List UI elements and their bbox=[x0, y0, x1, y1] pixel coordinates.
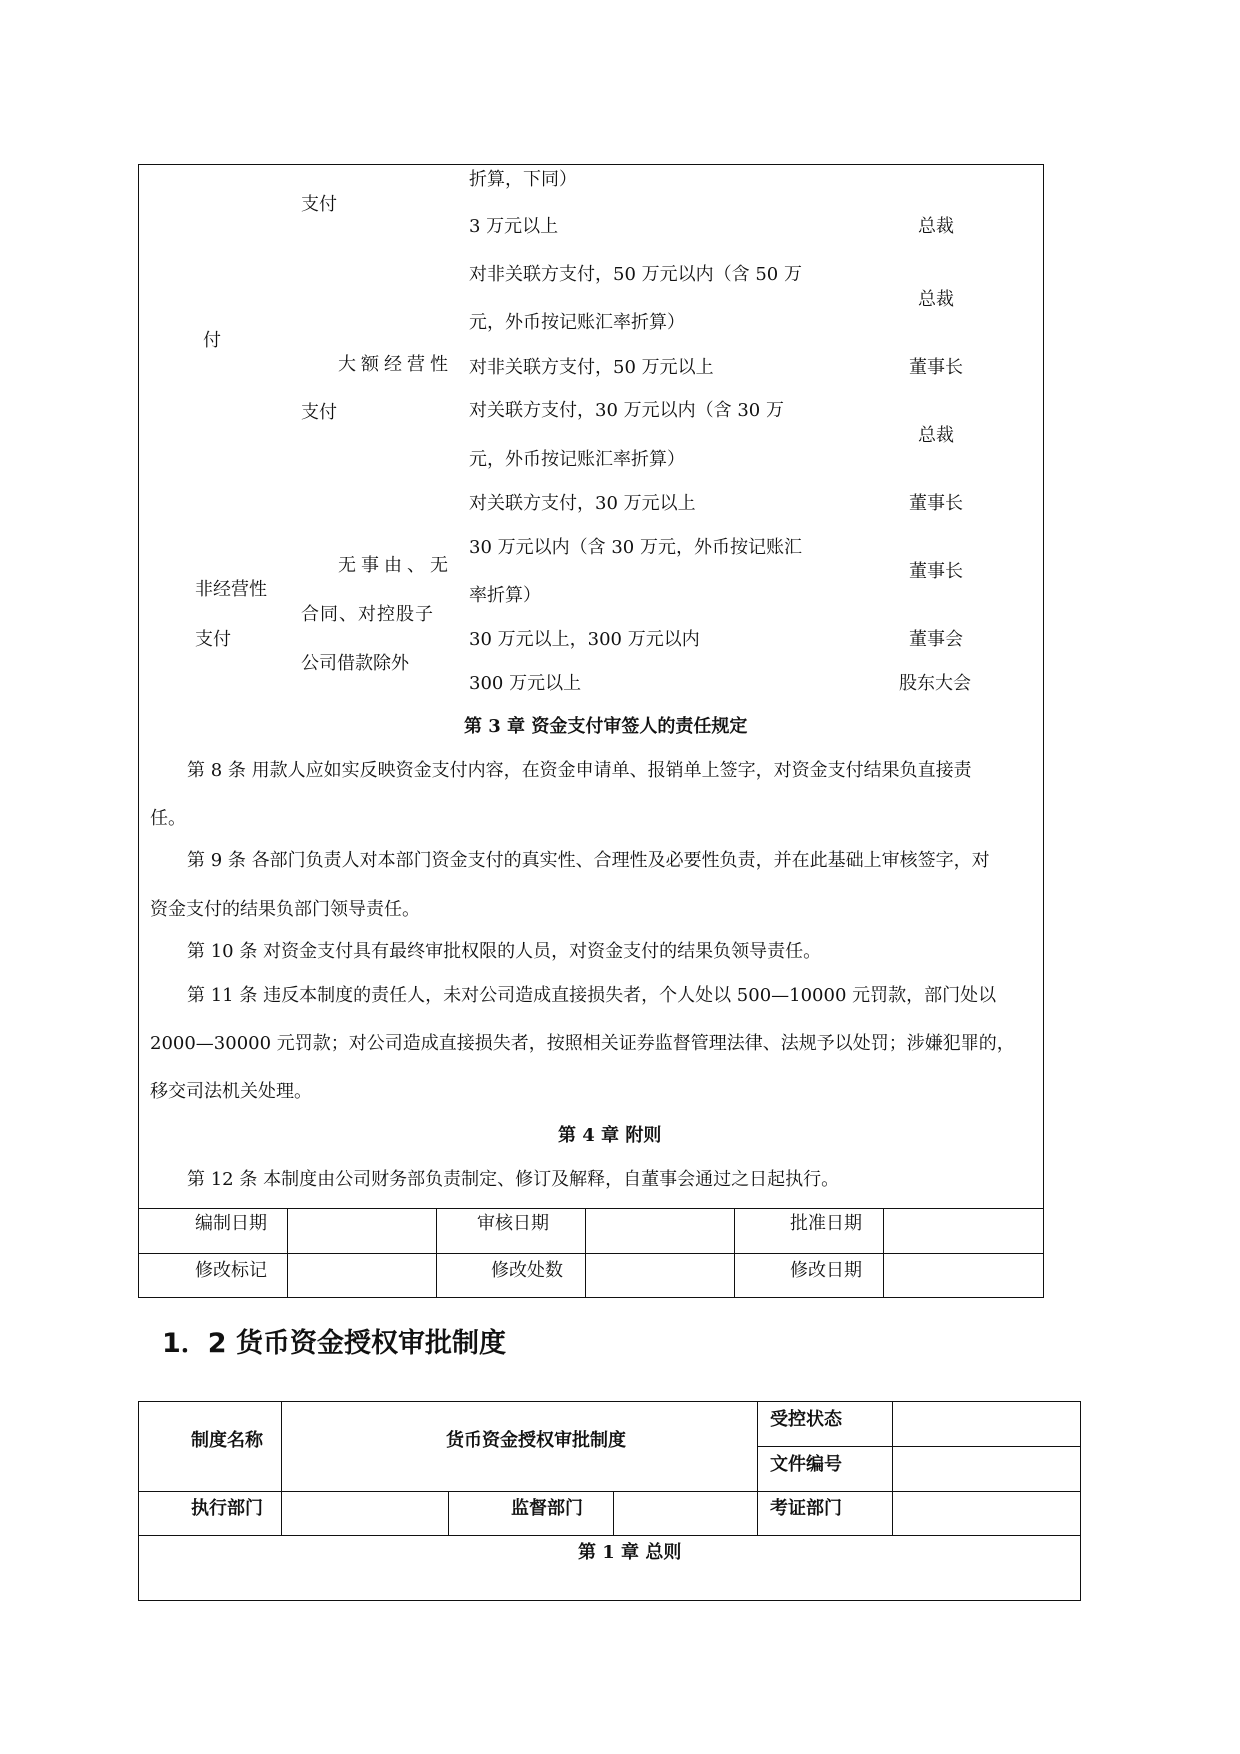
approver-row-1: 总裁 bbox=[918, 216, 954, 237]
range-row-8: 300 万元以上 bbox=[469, 673, 582, 694]
footer-table-divider-top bbox=[138, 1208, 1044, 1209]
header-table-row-line-2 bbox=[138, 1535, 1081, 1536]
art12: 第 12 条 本制度由公司财务部负责制定、修订及解释，自董事会通过之日起执行。 bbox=[187, 1169, 840, 1190]
table-border-left bbox=[138, 164, 139, 1298]
label-revision-mark: 修改标记 bbox=[195, 1260, 267, 1281]
policy-name-label: 制度名称 bbox=[191, 1430, 263, 1451]
art11-line2: 2000—30000 元罚款；对公司造成直接损失者，按照相关证券监督管理法律、法规予以处罚；涉嫌犯罪的， bbox=[150, 1033, 1015, 1054]
col2-zhifu: 支付 bbox=[301, 194, 337, 215]
art10: 第 10 条 对资金支付具有最终审批权限的人员，对资金支付的结果负领导责任。 bbox=[187, 941, 822, 962]
approver-row-5: 董事长 bbox=[909, 493, 963, 514]
table-border-top bbox=[138, 164, 1044, 165]
range-row-1: 3 万元以上 bbox=[469, 216, 559, 237]
range-row-3: 对非关联方支付，50 万元以上 bbox=[469, 357, 714, 378]
section-title: 1．2 货币资金授权审批制度 bbox=[162, 1328, 506, 1359]
footer-col-line-1 bbox=[287, 1208, 288, 1298]
col1-nonoperating-line1: 非经营性 bbox=[195, 579, 267, 600]
approver-row-3: 董事长 bbox=[909, 357, 963, 378]
art8-line2: 任。 bbox=[150, 808, 186, 829]
chapter1-heading: 第 1 章 总则 bbox=[578, 1542, 682, 1563]
table-border-right bbox=[1043, 164, 1044, 1298]
header-col-line-c bbox=[613, 1491, 614, 1536]
header-col-line-b bbox=[448, 1491, 449, 1536]
range-row-6-line1: 30 万元以内（含 30 万元，外币按记账汇 bbox=[469, 537, 802, 558]
col2-nodue-line3: 公司借款除外 bbox=[301, 653, 409, 674]
range-row-5: 对关联方支付，30 万元以上 bbox=[469, 493, 696, 514]
header-table-row-line-1 bbox=[138, 1491, 1081, 1492]
header-col-line-e bbox=[892, 1401, 893, 1536]
footer-col-line-4 bbox=[734, 1208, 735, 1298]
art9-line2: 资金支付的结果负部门领导责任。 bbox=[150, 899, 420, 920]
table-border-bottom bbox=[138, 1297, 1044, 1298]
art11-line3: 移交司法机关处理。 bbox=[150, 1081, 312, 1102]
policy-name-value: 货币资金授权审批制度 bbox=[446, 1430, 626, 1451]
exec-dept-label: 执行部门 bbox=[191, 1498, 263, 1519]
doc-number-label: 文件编号 bbox=[770, 1454, 842, 1475]
label-approve-date: 批准日期 bbox=[790, 1213, 862, 1234]
control-status-label: 受控状态 bbox=[770, 1409, 842, 1430]
header-col-line-d bbox=[757, 1401, 758, 1536]
verify-dept-label: 考证部门 bbox=[770, 1498, 842, 1519]
chapter4-heading: 第 4 章 附则 bbox=[558, 1125, 662, 1146]
range-row-4-line1: 对关联方支付，30 万元以内（含 30 万 bbox=[469, 400, 784, 421]
approver-row-2: 总裁 bbox=[918, 289, 954, 310]
col2-large-line2: 支付 bbox=[301, 402, 337, 423]
col2-nodue-line2: 合同、对控股子 bbox=[301, 604, 434, 625]
art9-line1: 第 9 条 各部门负责人对本部门资金支付的真实性、合理性及必要性负责，并在此基础上审核签字，对 bbox=[187, 850, 990, 871]
col1-fragment: 付 bbox=[203, 330, 221, 351]
label-revision-count: 修改处数 bbox=[491, 1260, 563, 1281]
art11-line1: 第 11 条 违反本制度的责任人，未对公司造成直接损失者，个人处以 500—10000 元罚款，部门处以 bbox=[187, 985, 997, 1006]
range-row-2-line2: 元，外币按记账汇率折算） bbox=[469, 312, 685, 333]
approver-row-4: 总裁 bbox=[918, 425, 954, 446]
range-row-6-line2: 率折算） bbox=[469, 585, 541, 606]
footer-col-line-3 bbox=[585, 1208, 586, 1298]
label-review-date: 审核日期 bbox=[477, 1213, 549, 1234]
range-row-7: 30 万元以上，300 万元以内 bbox=[469, 629, 700, 650]
label-compile-date: 编制日期 bbox=[195, 1213, 267, 1234]
approver-row-7: 董事会 bbox=[909, 629, 963, 650]
footer-table-divider-mid bbox=[138, 1253, 1044, 1254]
approver-row-8: 股东大会 bbox=[899, 673, 971, 694]
footer-col-line-2 bbox=[436, 1208, 437, 1298]
range-row-2-line1: 对非关联方支付，50 万元以内（含 50 万 bbox=[469, 264, 802, 285]
label-revision-date: 修改日期 bbox=[790, 1260, 862, 1281]
range-row-4-line2: 元，外币按记账汇率折算） bbox=[469, 449, 685, 470]
header-table-top bbox=[138, 1401, 1081, 1402]
col1-nonoperating-line2: 支付 bbox=[195, 629, 231, 650]
chapter3-heading: 第 3 章 资金支付审签人的责任规定 bbox=[464, 716, 748, 737]
range-row-0: 折算，下同） bbox=[469, 169, 577, 190]
header-col-line-a bbox=[281, 1401, 282, 1536]
supervise-dept-label: 监督部门 bbox=[511, 1498, 583, 1519]
header-table-row-line-status bbox=[757, 1446, 1081, 1447]
art8-line1: 第 8 条 用款人应如实反映资金支付内容，在资金申请单、报销单上签字，对资金支付结果负直接责 bbox=[187, 760, 972, 781]
footer-col-line-5 bbox=[883, 1208, 884, 1298]
header-table-bottom bbox=[138, 1600, 1081, 1601]
col2-large-line1: 大额经营性 bbox=[338, 354, 453, 375]
header-table-right bbox=[1080, 1401, 1081, 1601]
approver-row-6: 董事长 bbox=[909, 561, 963, 582]
header-table-left bbox=[138, 1401, 139, 1601]
col2-nodue-line1: 无事由、无 bbox=[338, 555, 453, 576]
